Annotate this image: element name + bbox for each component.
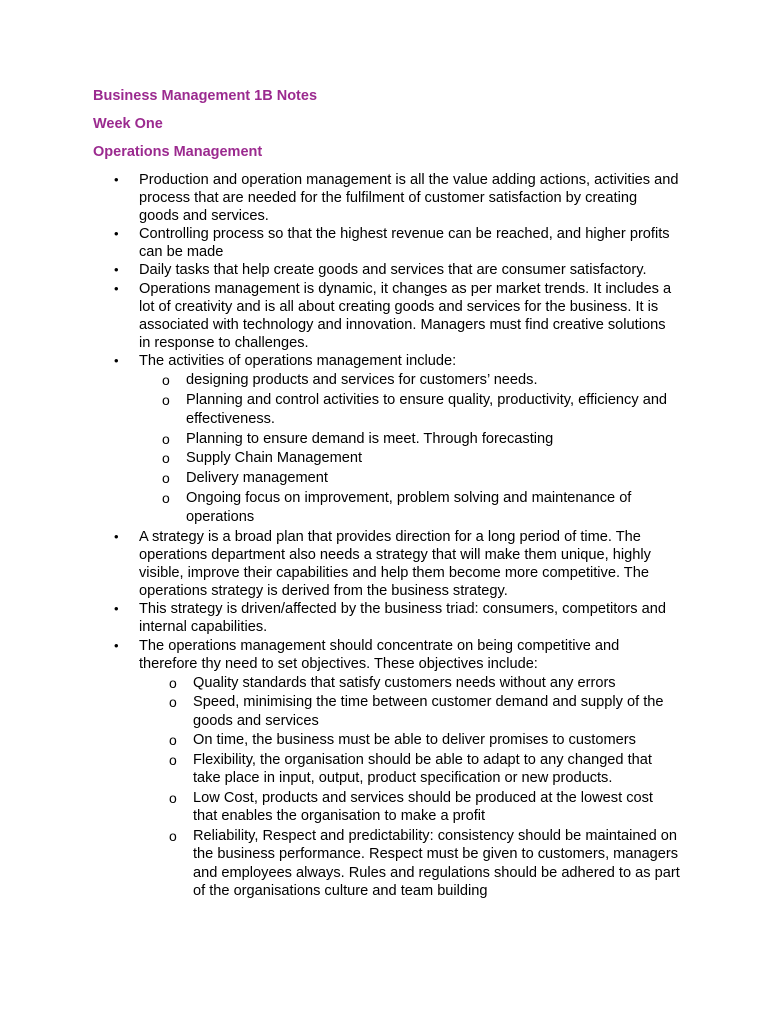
sub-bullet-text: Ongoing focus on improvement, problem solving and maintenance of operations	[186, 490, 632, 526]
bullet-item	[0, 225, 768, 261]
bullet-icon: •	[114, 226, 119, 242]
bullet-icon: •	[114, 352, 119, 368]
bullet-icon: •	[114, 280, 119, 296]
sub-bullet-list	[139, 371, 680, 527]
circle-bullet-icon: o	[169, 674, 177, 691]
sub-bullet-text: Quality standards that satisfy customers needs without any errors	[193, 674, 616, 691]
bullet-list	[0, 171, 768, 902]
circle-bullet-icon: o	[169, 789, 177, 806]
document-title: Business Management 1B Notes	[93, 88, 318, 104]
bullet-text: Daily tasks that help create goods and services that are consumer satisfactory.	[139, 262, 647, 279]
sub-bullet-item	[0, 751, 680, 788]
bullet-text: Controlling process so that the highest revenue can be reached, and higher profits can be made	[139, 226, 670, 261]
sub-bullet-text: Reliability, Respect and predictability: consistency should be maintained on the business performance. Respect must be given to customers, managers and employees always. Rules and regulations should be adhered to as part of the organisations culture and team building	[193, 827, 680, 900]
circle-bullet-icon: o	[169, 751, 177, 768]
circle-bullet-icon: o	[169, 732, 177, 749]
sub-bullet-item	[0, 789, 680, 826]
bullet-icon: •	[114, 262, 119, 278]
circle-bullet-icon: o	[169, 694, 177, 711]
circle-bullet-icon: o	[162, 470, 170, 487]
sub-bullet-item	[0, 430, 680, 449]
bullet-item	[0, 171, 768, 225]
bullet-item	[0, 352, 768, 527]
bullet-text: Operations management is dynamic, it changes as per market trends. It includes a lot of creativity and is all about creating goods and services for the business. It is associated with technology and innovation. Managers must find creative solutions in response to challenges.	[139, 280, 672, 351]
sub-bullet-item	[0, 371, 680, 390]
sub-bullet-item	[0, 449, 680, 468]
sub-bullet-text: Low Cost, products and services should be produced at the lowest cost that enables the organisation to make a profit	[193, 789, 653, 825]
circle-bullet-icon: o	[162, 450, 170, 467]
week-heading: Week One	[93, 116, 163, 132]
sub-bullet-text: Speed, minimising the time between customer demand and supply of the goods and services	[193, 694, 664, 729]
sub-bullet-item	[0, 469, 680, 488]
bullet-text: This strategy is driven/affected by the business triad: consumers, competitors and internal capabilities.	[139, 601, 666, 636]
bullet-text: Production and operation management is all the value adding actions, activities and process that are needed for the fulfilment of customer satisfaction by creating goods and services.	[139, 172, 679, 225]
sub-bullet-text: Planning to ensure demand is meet. Through forecasting	[186, 430, 554, 447]
bullet-item	[0, 600, 768, 636]
circle-bullet-icon: o	[162, 372, 170, 389]
sub-bullet-text: Delivery management	[186, 470, 328, 487]
bullet-text: The activities of operations management include:	[139, 352, 457, 369]
sub-bullet-item	[0, 489, 680, 527]
bullet-icon: •	[114, 529, 119, 545]
sub-bullet-list	[139, 674, 680, 901]
bullet-item	[0, 637, 768, 901]
sub-bullet-text: designing products and services for customers’ needs.	[186, 372, 538, 389]
sub-bullet-text: Supply Chain Management	[186, 450, 363, 467]
sub-bullet-item	[0, 693, 680, 730]
bullet-icon: •	[114, 637, 119, 653]
circle-bullet-icon: o	[162, 391, 170, 408]
sub-bullet-item	[0, 391, 680, 429]
bullet-item	[0, 528, 768, 600]
circle-bullet-icon: o	[162, 430, 170, 447]
circle-bullet-icon: o	[162, 490, 170, 507]
sub-bullet-item	[0, 674, 680, 693]
bullet-item	[0, 280, 768, 352]
sub-bullet-text: Planning and control activities to ensure quality, productivity, efficiency and effectiveness.	[186, 391, 668, 427]
sub-bullet-text: On time, the business must be able to deliver promises to customers	[193, 732, 636, 749]
bullet-text: The operations management should concentrate on being competitive and therefore thy need to set objectives. These objectives include:	[139, 637, 620, 672]
sub-bullet-item	[0, 827, 680, 901]
sub-bullet-text: Flexibility, the organisation should be able to adapt to any changed that take place in input, output, product specification or new products.	[193, 751, 652, 787]
bullet-icon: •	[114, 601, 119, 617]
bullet-item	[0, 261, 768, 279]
section-heading: Operations Management	[93, 144, 263, 160]
sub-bullet-item	[0, 731, 680, 750]
bullet-text: A strategy is a broad plan that provides direction for a long period of time. The operations department also needs a strategy that will make them unique, highly visible, improve their capabilities and help them become more competitive. The operations strategy is derived from the business strategy.	[139, 529, 651, 600]
circle-bullet-icon: o	[169, 827, 177, 844]
bullet-icon: •	[114, 172, 119, 187]
